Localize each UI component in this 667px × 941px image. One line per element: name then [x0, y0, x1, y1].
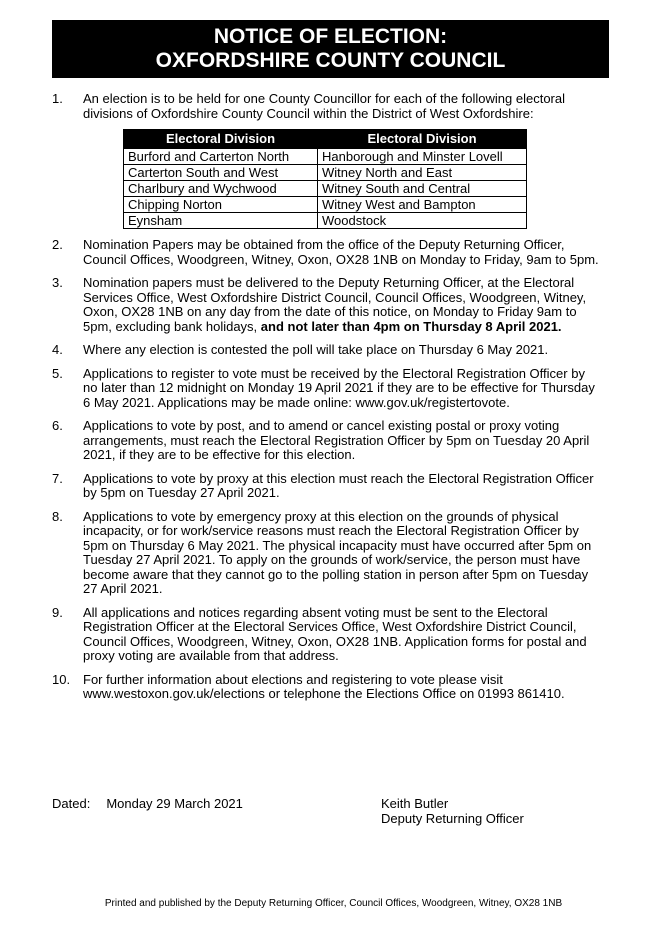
dated-label: Dated:: [52, 796, 91, 811]
item-text: For further information about elections and registering to vote please visit www.westoxon.gov.uk/elections or telephone the Elections Office on 01993 861410.: [83, 671, 565, 701]
table-cell: Woodstock: [318, 213, 527, 229]
table-row: [124, 213, 527, 229]
table-row: [124, 165, 527, 181]
table-cell: Witney North and East: [318, 165, 527, 181]
title-line-2: OXFORDSHIRE COUNTY COUNCIL: [155, 49, 506, 72]
item-number: 2.: [52, 237, 63, 252]
item-number: 4.: [52, 342, 63, 357]
notice-item-6: [52, 419, 602, 463]
signatory-name: Keith Butler: [381, 796, 449, 811]
column-header: Electoral Division: [318, 130, 527, 149]
table-row: [124, 149, 527, 165]
item-number: 6.: [52, 418, 63, 433]
item-text: Nomination papers must be delivered to the Deputy Returning Officer, at the Electoral Services Office, West Oxfordshire District Council, Council Offices, Woodgreen, Witney, Oxon, OX28 1NB on any day from the date of this notice, on Monday to Friday 9am to 5pm, excluding bank holidays,: [83, 275, 587, 334]
table-row: [124, 181, 527, 197]
item-text: Applications to register to vote must be received by the Electoral Registration Officer by no later than 12 midnight on Monday 19 April 2021 if they are to be effective for Thursday 6 May 2021. Applications may be made online: www.gov.uk/registertovote.: [83, 365, 595, 410]
notice-item-3: [52, 276, 602, 334]
notice-item-1: [52, 92, 602, 229]
item-number: 8.: [52, 508, 63, 524]
item-number: 1.: [52, 91, 63, 106]
table-cell: Charlbury and Wychwood: [124, 181, 318, 197]
table-cell: Witney West and Bampton: [318, 197, 527, 213]
notice-item-10: [52, 673, 602, 702]
item-text: Applications to vote by post, and to amend or cancel existing postal or proxy voting arrangements, must reach the Electoral Registration Officer by 5pm on Tuesday 20 April 2021, if they are to be effective for this election.: [83, 418, 590, 462]
item-number: 10.: [52, 671, 71, 687]
signature-block: [381, 796, 524, 826]
table-cell: Eynsham: [124, 213, 318, 229]
dated-line: [52, 796, 243, 811]
title-line-1: NOTICE OF ELECTION:: [213, 25, 448, 48]
notice-item-9: [52, 606, 602, 664]
signatory-title: Deputy Returning Officer: [381, 811, 524, 826]
item-text: Applications to vote by emergency proxy at this election on the grounds of physical incapacity, or for work/service reasons must reach the Electoral Registration Officer by 5pm on Thursday 6 May 2021. The physical incapacity must have occurred after 5pm on Tuesday 27 April 2021. To apply on the grounds of work/service, the person must have become aware that they cannot go to the polling station in person after 5pm on Tuesday 27 April 2021.: [83, 508, 592, 596]
column-header: Electoral Division: [124, 130, 318, 149]
notice-item-8: [52, 510, 602, 597]
item-text: Where any election is contested the poll will take place on Thursday 6 May 2021.: [83, 342, 549, 357]
table-cell: Carterton South and West: [124, 165, 318, 181]
title-banner: [52, 20, 609, 78]
notice-item-4: [52, 343, 602, 358]
table-row: [124, 197, 527, 213]
item-text: Applications to vote by proxy at this election must reach the Electoral Registration Officer by 5pm on Tuesday 27 April 2021.: [83, 470, 594, 500]
item-number: 3.: [52, 275, 63, 290]
notice-items: [52, 92, 602, 711]
item-text: An election is to be held for one County Councillor for each of the following electoral divisions of Oxfordshire County Council within the District of West Oxfordshire:: [83, 91, 566, 121]
table-cell: Hanborough and Minster Lovell: [318, 149, 527, 165]
imprint-footer: Printed and published by the Deputy Returning Officer, Council Offices, Woodgreen, Witney, OX28 1NB: [104, 898, 563, 909]
item-number: 9.: [52, 604, 63, 620]
notice-item-5: [52, 367, 602, 411]
item-text-bold: and not later than 4pm on Thursday 8 April 2021.: [257, 318, 562, 334]
table-cell: Witney South and Central: [318, 181, 527, 197]
notice-item-2: [52, 238, 602, 267]
dated-value: Monday 29 March 2021: [106, 796, 243, 811]
table-cell: Burford and Carterton North: [124, 149, 318, 165]
item-text: Nomination Papers may be obtained from the office of the Deputy Returning Officer, Council Offices, Woodgreen, Witney, Oxon, OX28 1NB on Monday to Friday, 9am to 5pm.: [83, 237, 599, 267]
item-number: 7.: [52, 470, 63, 486]
item-text: All applications and notices regarding absent voting must be sent to the Electoral Registration Officer at the Electoral Services Office, West Oxfordshire District Council, Council Offices, Woodgreen, Witney, Oxon, OX28 1NB. Application forms for postal and proxy voting are available from that address.: [83, 604, 587, 663]
notice-item-7: [52, 472, 602, 501]
table-header-row: [124, 130, 527, 149]
item-number: 5.: [52, 365, 63, 381]
electoral-divisions-table: [123, 129, 527, 229]
table-cell: Chipping Norton: [124, 197, 318, 213]
